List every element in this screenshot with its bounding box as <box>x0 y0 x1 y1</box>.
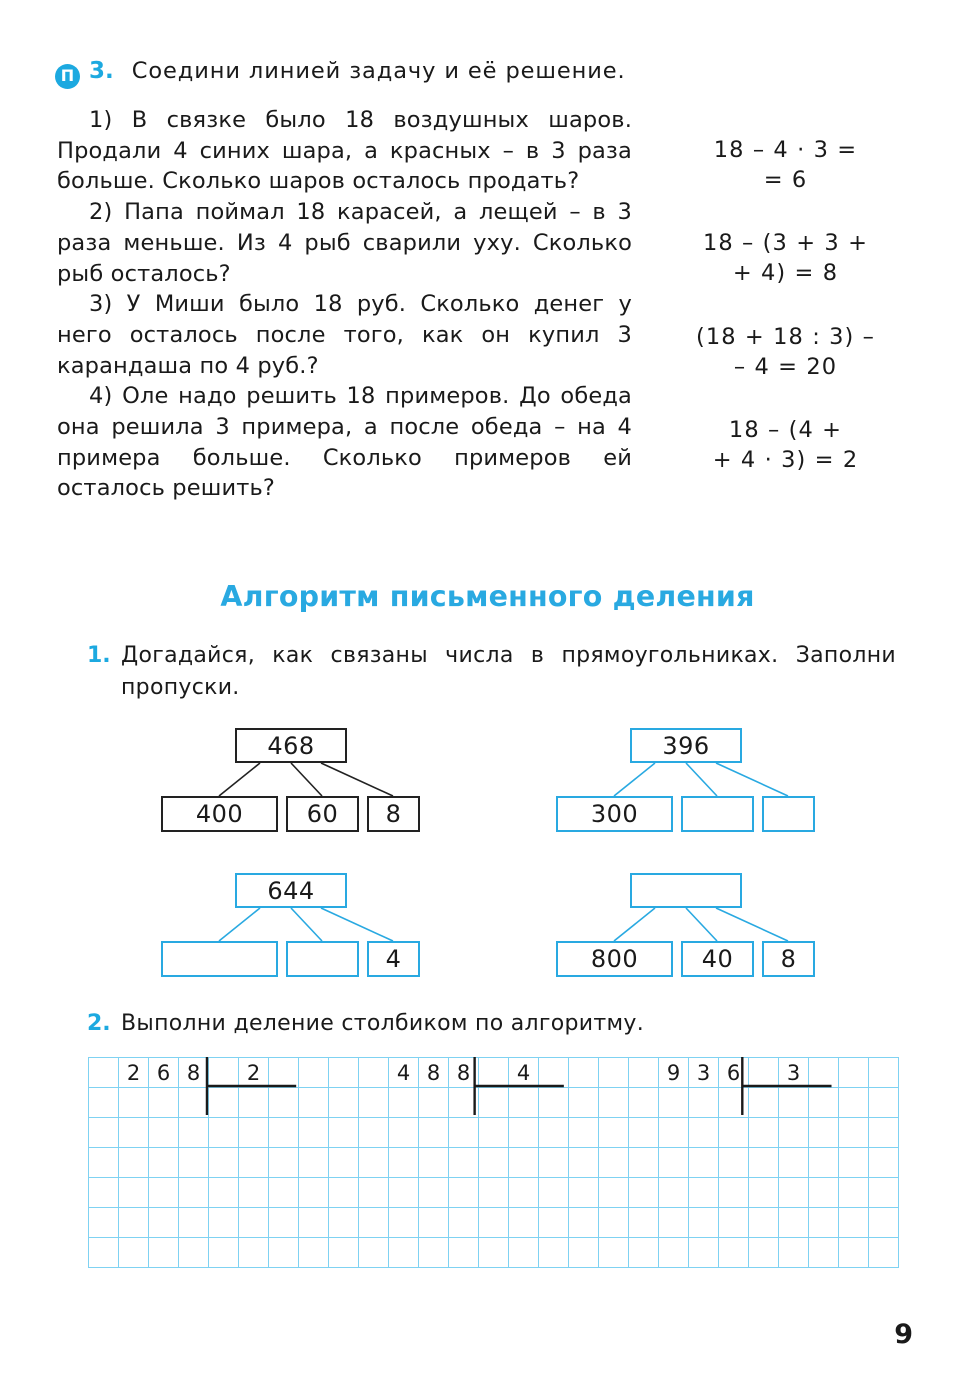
grid-row <box>89 1058 899 1088</box>
grid-cell[interactable] <box>449 1148 479 1178</box>
grid-cell[interactable] <box>119 1088 149 1118</box>
grid-cell[interactable] <box>329 1238 359 1268</box>
grid-cell[interactable] <box>869 1178 899 1208</box>
grid-cell[interactable] <box>569 1178 599 1208</box>
grid-cell[interactable] <box>689 1238 719 1268</box>
grid-cell[interactable] <box>89 1238 119 1268</box>
grid-cell[interactable] <box>839 1178 869 1208</box>
tree-child-box[interactable]: 8 <box>762 941 815 977</box>
grid-cell[interactable] <box>719 1208 749 1238</box>
problem-item <box>57 197 632 289</box>
grid-cell[interactable] <box>449 1088 479 1118</box>
grid-cell[interactable] <box>359 1238 389 1268</box>
grid-cell[interactable] <box>539 1088 569 1118</box>
grid-cell[interactable] <box>659 1238 689 1268</box>
grid-cell[interactable] <box>869 1118 899 1148</box>
grid-cell[interactable] <box>449 1178 479 1208</box>
grid-cell[interactable] <box>779 1238 809 1268</box>
tree-child-box[interactable]: 300 <box>556 796 673 832</box>
grid-cell[interactable] <box>479 1208 509 1238</box>
grid-row <box>89 1208 899 1238</box>
grid-cell[interactable] <box>599 1208 629 1238</box>
division-digit-cell[interactable]: 8 <box>449 1058 479 1088</box>
grid-cell[interactable] <box>299 1118 329 1148</box>
grid-cell[interactable] <box>599 1088 629 1118</box>
exercise-3-answer-list <box>663 135 908 508</box>
grid-cell[interactable] <box>629 1208 659 1238</box>
grid-cell[interactable] <box>539 1148 569 1178</box>
grid-cell[interactable] <box>269 1088 299 1118</box>
grid-cell[interactable] <box>269 1148 299 1178</box>
grid-cell[interactable] <box>269 1058 299 1088</box>
grid-cell[interactable] <box>659 1178 689 1208</box>
grid-cell[interactable] <box>389 1238 419 1268</box>
grid-cell[interactable] <box>329 1058 359 1088</box>
grid-cell[interactable] <box>209 1148 239 1178</box>
grid-cell[interactable] <box>239 1148 269 1178</box>
section-title: Алгоритм письменного деления <box>220 580 755 613</box>
problem-text: 2) Папа поймал 18 карасей, а лещей – в 3 раза меньше. Из 4 рыб сварили уху. Сколько рыб осталось? <box>57 199 632 287</box>
grid-cell[interactable] <box>209 1208 239 1238</box>
grid-cell[interactable] <box>149 1178 179 1208</box>
grid-cell[interactable] <box>179 1208 209 1238</box>
division-digit-cell[interactable]: 3 <box>689 1058 719 1088</box>
grid-cell[interactable] <box>839 1058 869 1088</box>
grid-cell[interactable] <box>539 1118 569 1148</box>
grid-cell[interactable] <box>119 1118 149 1148</box>
grid-cell[interactable] <box>689 1178 719 1208</box>
tree-child-box-empty[interactable] <box>286 941 359 977</box>
grid-cell[interactable] <box>299 1178 329 1208</box>
number-decomposition-tree <box>155 728 465 848</box>
tree-child-box-empty[interactable] <box>681 796 754 832</box>
grid-cell[interactable] <box>839 1088 869 1118</box>
grid-cell[interactable] <box>119 1178 149 1208</box>
tree-child-box-empty[interactable] <box>762 796 815 832</box>
grid-cell[interactable] <box>419 1088 449 1118</box>
long-division-worksheet-grid[interactable] <box>88 1057 891 1260</box>
grid-cell[interactable] <box>389 1148 419 1178</box>
grid-cell[interactable] <box>419 1118 449 1148</box>
grid-cell[interactable] <box>509 1208 539 1238</box>
grid-cell[interactable] <box>839 1208 869 1238</box>
problem-item <box>57 289 632 381</box>
grid-cell[interactable] <box>299 1208 329 1238</box>
grid-cell[interactable] <box>869 1088 899 1118</box>
grid-cell[interactable] <box>599 1238 629 1268</box>
division-digit-cell[interactable]: 9 <box>659 1058 689 1088</box>
grid-cell[interactable] <box>569 1238 599 1268</box>
answer-line-2: + 4 · 3) = 2 <box>712 446 859 473</box>
grid-cell[interactable] <box>479 1088 509 1118</box>
division-digit-cell[interactable]: 6 <box>149 1058 179 1088</box>
grid-cell[interactable] <box>89 1208 119 1238</box>
grid-cell[interactable] <box>329 1208 359 1238</box>
grid-cell[interactable] <box>269 1208 299 1238</box>
grid-cell[interactable] <box>359 1208 389 1238</box>
grid-cell[interactable] <box>569 1058 599 1088</box>
grid-cell[interactable] <box>269 1178 299 1208</box>
exercise-3-header <box>55 58 626 86</box>
grid-cell[interactable] <box>659 1088 689 1118</box>
problem-item <box>57 381 632 504</box>
grid-cell[interactable] <box>599 1118 629 1148</box>
grid-cell[interactable] <box>599 1178 629 1208</box>
grid-cell[interactable] <box>719 1238 749 1268</box>
grid-cell[interactable] <box>809 1238 839 1268</box>
grid-cell[interactable] <box>539 1178 569 1208</box>
tree-root-box-empty[interactable] <box>630 873 742 908</box>
grid-cell[interactable] <box>299 1058 329 1088</box>
grid-cell[interactable] <box>809 1178 839 1208</box>
grid-cell[interactable] <box>149 1118 179 1148</box>
letter-p-circle-icon: П <box>55 64 80 89</box>
grid-cell[interactable] <box>209 1058 239 1088</box>
answer-expression[interactable] <box>663 322 908 382</box>
grid-cell[interactable] <box>809 1148 839 1178</box>
grid-cell[interactable] <box>569 1208 599 1238</box>
grid-cell[interactable] <box>389 1088 419 1118</box>
grid-cell[interactable] <box>299 1148 329 1178</box>
tree-root-box[interactable]: 468 <box>235 728 347 763</box>
grid-cell[interactable] <box>659 1148 689 1178</box>
grid-cell[interactable] <box>89 1148 119 1178</box>
grid-cell[interactable] <box>479 1148 509 1178</box>
grid-cell[interactable] <box>569 1148 599 1178</box>
tree-child-box-empty[interactable] <box>161 941 278 977</box>
grid-cell[interactable] <box>239 1088 269 1118</box>
grid-cell[interactable] <box>509 1088 539 1118</box>
grid-cell[interactable] <box>119 1238 149 1268</box>
grid-cell[interactable] <box>689 1208 719 1238</box>
grid-cell[interactable] <box>239 1178 269 1208</box>
grid-cell[interactable] <box>509 1148 539 1178</box>
grid-cell[interactable] <box>809 1208 839 1238</box>
grid-cell[interactable] <box>329 1088 359 1118</box>
grid-cell[interactable] <box>689 1118 719 1148</box>
division-digit-cell[interactable]: 8 <box>179 1058 209 1088</box>
grid-cell[interactable] <box>839 1118 869 1148</box>
grid-cell[interactable] <box>479 1178 509 1208</box>
task-1-text: Догадайся, как связаны числа в прямоугольниках. Заполни пропуски. <box>121 643 896 700</box>
grid-cell[interactable] <box>479 1238 509 1268</box>
exercise-3-number: 3. <box>89 58 114 84</box>
grid-cell[interactable] <box>89 1058 119 1088</box>
grid-cell[interactable] <box>329 1178 359 1208</box>
grid-cell[interactable] <box>509 1238 539 1268</box>
grid-cell[interactable] <box>449 1238 479 1268</box>
division-digit-cell[interactable]: 2 <box>239 1058 269 1088</box>
grid-cell[interactable] <box>419 1178 449 1208</box>
page-number: 9 <box>894 1319 913 1350</box>
grid-row <box>89 1088 899 1118</box>
grid-cell[interactable] <box>749 1088 779 1118</box>
grid-cell[interactable] <box>719 1148 749 1178</box>
grid-cell[interactable] <box>209 1238 239 1268</box>
grid-cell[interactable] <box>779 1208 809 1238</box>
division-digit-cell[interactable]: 8 <box>419 1058 449 1088</box>
grid-cell[interactable] <box>239 1208 269 1238</box>
exercise-3-instruction: Соедини линией задачу и её решение. <box>131 58 626 84</box>
grid-cell[interactable] <box>209 1118 239 1148</box>
grid-cell[interactable] <box>509 1118 539 1148</box>
grid-cell[interactable] <box>869 1208 899 1238</box>
grid-cell[interactable] <box>389 1208 419 1238</box>
grid-cell[interactable] <box>839 1148 869 1178</box>
grid-cell[interactable] <box>179 1148 209 1178</box>
grid-cell[interactable] <box>749 1178 779 1208</box>
problem-text: 1) В связке было 18 воздушных шаров. Продали 4 синих шара, а красных – в 3 раза больше. Сколько шаров осталось продать? <box>57 107 632 195</box>
division-digit-cell[interactable]: 3 <box>779 1058 809 1088</box>
tree-root-box[interactable]: 396 <box>630 728 742 763</box>
division-digit-cell[interactable]: 4 <box>389 1058 419 1088</box>
grid-cell[interactable] <box>629 1058 659 1088</box>
grid-cell[interactable] <box>149 1238 179 1268</box>
grid-cell[interactable] <box>749 1118 779 1148</box>
answer-line-2: = 6 <box>763 167 808 194</box>
grid-cell[interactable] <box>119 1208 149 1238</box>
grid-row <box>89 1238 899 1268</box>
problem-item <box>57 105 632 197</box>
answer-expression[interactable] <box>663 228 908 288</box>
grid-cell[interactable] <box>179 1178 209 1208</box>
grid-cell[interactable] <box>629 1118 659 1148</box>
grid-cell[interactable] <box>869 1238 899 1268</box>
grid-cell[interactable] <box>809 1088 839 1118</box>
grid-cell[interactable] <box>359 1058 389 1088</box>
grid-cell[interactable] <box>449 1118 479 1148</box>
grid-cell[interactable] <box>839 1238 869 1268</box>
grid-cell[interactable] <box>629 1088 659 1118</box>
grid-cell[interactable] <box>749 1148 779 1178</box>
grid-cell[interactable] <box>329 1118 359 1148</box>
grid-cell[interactable] <box>89 1118 119 1148</box>
grid-row <box>89 1118 899 1148</box>
tree-child-box[interactable]: 8 <box>367 796 420 832</box>
problem-text: 4) Оле надо решить 18 примеров. До обеда она решила 3 примера, а после обеда – на 4 примера больше. Сколько примеров ей осталось решить? <box>57 383 632 502</box>
grid-cell[interactable] <box>239 1238 269 1268</box>
grid-cell[interactable] <box>539 1058 569 1088</box>
task-2-text: Выполни деление столбиком по алгоритму. <box>121 1011 645 1036</box>
problem-text: 3) У Миши было 18 руб. Сколько денег у него осталось после того, как он купил 3 карандаша по 4 руб.? <box>57 291 632 379</box>
grid-row <box>89 1178 899 1208</box>
grid-cell[interactable] <box>509 1178 539 1208</box>
grid-cell[interactable] <box>179 1238 209 1268</box>
grid-cell[interactable] <box>539 1208 569 1238</box>
grid-row <box>89 1148 899 1178</box>
number-decomposition-tree <box>155 873 465 993</box>
grid-cell[interactable] <box>629 1148 659 1178</box>
grid-cell[interactable] <box>599 1148 629 1178</box>
answer-line-1: 18 – (3 + 3 + <box>702 230 869 257</box>
grid-cell[interactable] <box>689 1088 719 1118</box>
tree-child-box[interactable]: 4 <box>367 941 420 977</box>
grid-cell[interactable] <box>599 1058 629 1088</box>
grid-cell[interactable] <box>689 1148 719 1178</box>
grid-cell[interactable] <box>419 1208 449 1238</box>
grid-cell[interactable] <box>209 1178 239 1208</box>
grid-cell[interactable] <box>719 1178 749 1208</box>
grid-cell[interactable] <box>389 1118 419 1148</box>
grid-cell[interactable] <box>209 1088 239 1118</box>
grid-cell[interactable] <box>269 1118 299 1148</box>
task-1 <box>87 640 897 704</box>
grid-cell[interactable] <box>449 1208 479 1238</box>
grid-cell[interactable] <box>659 1118 689 1148</box>
grid-cell[interactable] <box>329 1148 359 1178</box>
grid-cell[interactable] <box>179 1088 209 1118</box>
grid-cell[interactable] <box>119 1148 149 1178</box>
grid-cell[interactable] <box>539 1238 569 1268</box>
tree-child-box[interactable]: 60 <box>286 796 359 832</box>
grid-cell[interactable] <box>749 1238 779 1268</box>
answer-line-1: (18 + 18 : 3) – <box>695 323 876 350</box>
grid-cell[interactable] <box>749 1058 779 1088</box>
grid-cell[interactable] <box>779 1088 809 1118</box>
grid-cell[interactable] <box>779 1148 809 1178</box>
grid-cell[interactable] <box>479 1058 509 1088</box>
division-digit-cell[interactable]: 2 <box>119 1058 149 1088</box>
exercise-3-problem-list <box>57 105 632 504</box>
grid-cell[interactable] <box>359 1118 389 1148</box>
grid-cell[interactable] <box>719 1088 749 1118</box>
task-2-number: 2. <box>87 1011 111 1036</box>
grid-cell[interactable] <box>299 1088 329 1118</box>
grid-cell[interactable] <box>779 1178 809 1208</box>
grid-cell[interactable] <box>359 1088 389 1118</box>
grid-cell[interactable] <box>89 1088 119 1118</box>
grid-cell[interactable] <box>149 1208 179 1238</box>
tree-child-box[interactable]: 800 <box>556 941 673 977</box>
grid-cell[interactable] <box>299 1238 329 1268</box>
grid-cell[interactable] <box>89 1178 119 1208</box>
grid-cell[interactable] <box>419 1238 449 1268</box>
grid-cell[interactable] <box>389 1178 419 1208</box>
answer-line-1: 18 – 4 · 3 = <box>713 137 858 163</box>
grid-cell[interactable] <box>269 1238 299 1268</box>
grid-cell[interactable] <box>149 1088 179 1118</box>
number-decomposition-tree <box>550 873 860 993</box>
grid-cell[interactable] <box>869 1058 899 1088</box>
answer-line-1: 18 – (4 + <box>728 416 843 443</box>
answer-line-2: + 4) = 8 <box>732 260 839 287</box>
grid-cell[interactable] <box>569 1088 599 1118</box>
answer-expression[interactable] <box>663 135 908 195</box>
grid-cell[interactable] <box>629 1238 659 1268</box>
grid-table[interactable] <box>88 1057 899 1268</box>
grid-cell[interactable] <box>749 1208 779 1238</box>
grid-cell[interactable] <box>569 1118 599 1148</box>
grid-cell[interactable] <box>359 1148 389 1178</box>
grid-cell[interactable] <box>659 1208 689 1238</box>
tree-root-box[interactable]: 644 <box>235 873 347 908</box>
grid-cell[interactable] <box>809 1058 839 1088</box>
task-1-number: 1. <box>87 643 111 668</box>
grid-cell[interactable] <box>179 1118 209 1148</box>
grid-cell[interactable] <box>149 1148 179 1178</box>
task-2 <box>87 1008 897 1040</box>
tree-child-box[interactable]: 400 <box>161 796 278 832</box>
grid-cell[interactable] <box>239 1118 269 1148</box>
grid-cell[interactable] <box>779 1118 809 1148</box>
grid-cell[interactable] <box>629 1178 659 1208</box>
grid-cell[interactable] <box>719 1118 749 1148</box>
grid-cell[interactable] <box>809 1118 839 1148</box>
grid-cell[interactable] <box>869 1148 899 1178</box>
number-decomposition-tree <box>550 728 860 848</box>
tree-child-box[interactable]: 40 <box>681 941 754 977</box>
grid-cell[interactable] <box>479 1118 509 1148</box>
grid-cell[interactable] <box>419 1148 449 1178</box>
division-digit-cell[interactable]: 6 <box>719 1058 749 1088</box>
division-digit-cell[interactable]: 4 <box>509 1058 539 1088</box>
answer-line-2: – 4 = 20 <box>733 353 838 380</box>
grid-cell[interactable] <box>359 1178 389 1208</box>
answer-expression[interactable] <box>663 415 908 475</box>
